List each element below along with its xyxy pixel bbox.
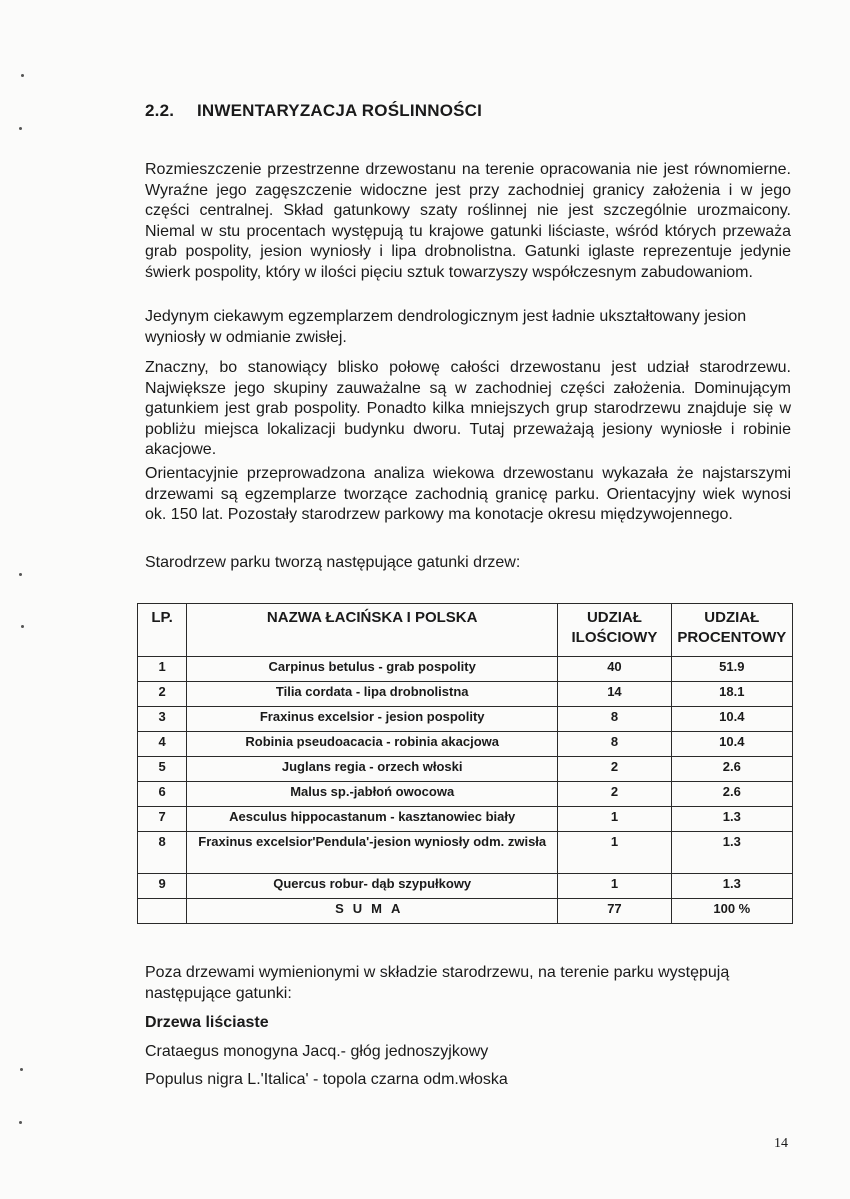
table-row (138, 832, 793, 874)
cell-percent: 51.9 (671, 657, 792, 682)
scan-speck (19, 573, 22, 576)
cell-name: Quercus robur- dąb szypułkowy (187, 874, 558, 899)
cell-lp: 9 (138, 874, 187, 899)
table-row (138, 807, 793, 832)
paragraph-old-trees: Znaczny, bo stanowiący blisko połowę całości drzewostanu jest udział starodrzewu. Największe jego skupiny zauważalne są w zachodniej części założenia. Dominującym gatunkiem jest grab pospolity. Ponadto kilka mniejszych grup starodrzewu znajduje się w pobliżu miejsca lokalizacji budynku dworu. Tutaj przeważają jesiony wyniosłe i robinie akacjowe. (145, 359, 791, 458)
header-quantity: UDZIAŁ ILOŚCIOWY (558, 604, 671, 657)
cell-percent: 18.1 (671, 682, 792, 707)
page-number: 14 (774, 1136, 788, 1151)
cell-percent: 1.3 (671, 832, 792, 874)
cell-name: Fraxinus excelsior'Pendula'-jesion wyniosły odm. zwisła (187, 832, 558, 874)
scan-speck (20, 1068, 23, 1071)
cell-percent: 1.3 (671, 874, 792, 899)
cell-lp: 5 (138, 757, 187, 782)
scan-speck (21, 74, 24, 77)
cell-percent: 1.3 (671, 807, 792, 832)
table-row (138, 707, 793, 732)
species-list-item: Crataegus monogyna Jacq.- głóg jednoszyjkowy (145, 1043, 489, 1060)
table-row (138, 782, 793, 807)
cell-name: Robinia pseudoacacia - robinia akacjowa (187, 732, 558, 757)
cell-lp: 6 (138, 782, 187, 807)
table-header-row (138, 604, 793, 657)
header-lp: LP. (138, 604, 187, 657)
cell-quantity: 14 (558, 682, 671, 707)
paragraph-distribution: Rozmieszczenie przestrzenne drzewostanu na terenie opracowania nie jest równomierne. Wyraźne jego zagęszczenie widoczne jest przy zachodniej granicy założenia i w jego części centralnej. Skład gatunkowy szaty roślinnej nie jest szczególnie urozmaicony. Niemal w stu procentach występują tu krajowe gatunki liściaste, wśród których przeważa grab pospolity, jesion wyniosły i lipa drobnolistna. Gatunki iglaste reprezentuje jedynie świerk pospolity, który w ilości pięciu sztuk towarzyszy współczesnym zabudowaniom. (145, 161, 791, 281)
total-percent: 100 % (671, 899, 792, 924)
table-row (138, 732, 793, 757)
cell-name: Juglans regia - orzech włoski (187, 757, 558, 782)
cell-lp: 8 (138, 832, 187, 874)
total-quantity: 77 (558, 899, 671, 924)
paragraph-other-species: Poza drzewami wymienionymi w składzie starodrzewu, na terenie parku występują następujące gatunki: (145, 964, 730, 1002)
cell-lp: 1 (138, 657, 187, 682)
cell-name: Tilia cordata - lipa drobnolistna (187, 682, 558, 707)
table-row (138, 657, 793, 682)
section-title: INWENTARYZACJA ROŚLINNOŚCI (197, 101, 483, 120)
cell-percent: 10.4 (671, 732, 792, 757)
total-label: SUMA (187, 899, 558, 924)
cell-quantity: 1 (558, 807, 671, 832)
table-row (138, 682, 793, 707)
cell-lp-empty (138, 899, 187, 924)
table-row (138, 757, 793, 782)
cell-quantity: 1 (558, 874, 671, 899)
header-name: NAZWA ŁACIŃSKA I POLSKA (187, 604, 558, 657)
header-percent: UDZIAŁ PROCENTOWY (671, 604, 792, 657)
cell-quantity: 8 (558, 732, 671, 757)
cell-percent: 2.6 (671, 782, 792, 807)
scan-speck (19, 1121, 22, 1124)
cell-lp: 3 (138, 707, 187, 732)
cell-quantity: 40 (558, 657, 671, 682)
section-number: 2.2. (145, 101, 175, 120)
cell-quantity: 2 (558, 757, 671, 782)
scan-speck (19, 127, 22, 130)
cell-percent: 10.4 (671, 707, 792, 732)
cell-lp: 2 (138, 682, 187, 707)
cell-name: Fraxinus excelsior - jesion pospolity (187, 707, 558, 732)
subheading-deciduous: Drzewa liściaste (145, 1014, 269, 1031)
paragraph-specimen: Jedynym ciekawym egzemplarzem dendrologicznym jest ładnie ukształtowany jesion wyniosły w odmianie zwisłej. (145, 308, 747, 346)
cell-quantity: 1 (558, 832, 671, 874)
table-row (138, 874, 793, 899)
species-table (137, 603, 793, 924)
cell-percent: 2.6 (671, 757, 792, 782)
cell-name: Carpinus betulus - grab pospolity (187, 657, 558, 682)
cell-quantity: 8 (558, 707, 671, 732)
cell-name: Aesculus hippocastanum - kasztanowiec biały (187, 807, 558, 832)
table-total-row (138, 899, 793, 924)
species-list-item: Populus nigra L.'Italica' - topola czarna odm.włoska (145, 1071, 508, 1088)
cell-quantity: 2 (558, 782, 671, 807)
cell-name: Malus sp.-jabłoń owocowa (187, 782, 558, 807)
paragraph-table-intro: Starodrzew parku tworzą następujące gatunki drzew: (145, 554, 521, 571)
paragraph-age-analysis: Orientacyjnie przeprowadzona analiza wiekowa drzewostanu wykazała że najstarszymi drzewami są egzemplarze tworzące zachodnią granicę parku. Orientacyjny wiek wynosi ok. 150 lat. Pozostały starodrzew parkowy ma konotacje okresu międzywojennego. (145, 465, 791, 523)
cell-lp: 4 (138, 732, 187, 757)
cell-lp: 7 (138, 807, 187, 832)
section-heading (145, 101, 482, 121)
scan-speck (21, 625, 24, 628)
